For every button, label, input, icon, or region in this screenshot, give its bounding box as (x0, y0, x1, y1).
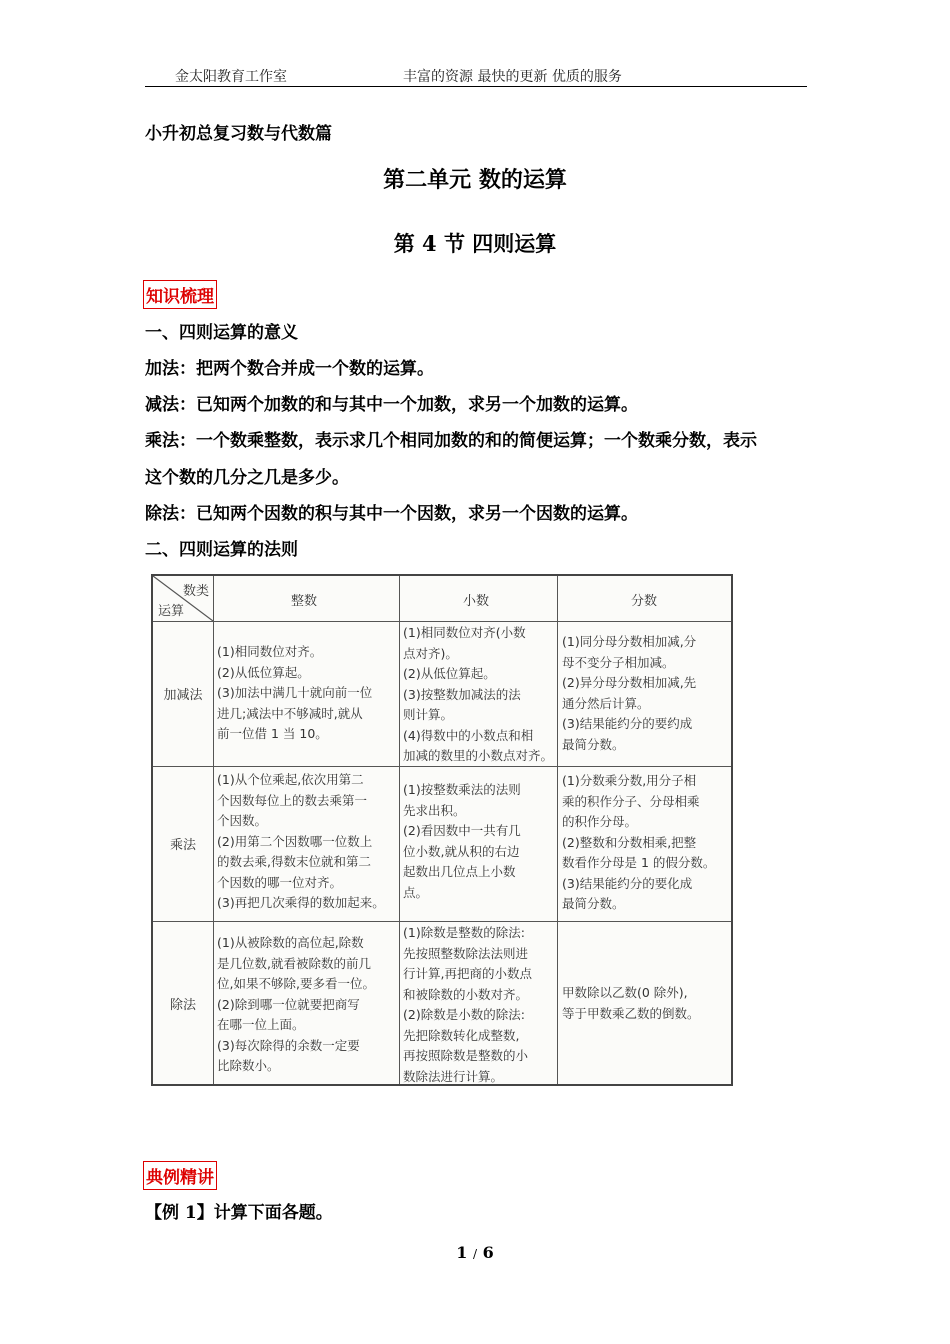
row-label-multiply: 乘法 (169, 838, 196, 853)
subtraction-definition: 减法：已知两个加数的和与其中一个加数，求另一个加数的运算。 (145, 395, 638, 415)
heading-rules: 二、四则运算的法则 (145, 540, 298, 560)
col-header-fraction: 分数 (631, 594, 658, 609)
cell-int-divide: (1)从被除数的高位起,除数 是几位数,就看被除数的前几 位,如果不够除,要多看一位。 (2)除到哪一位就要把商写 在哪一位上面。 (3)每次除得的余数一定要 比除数小。 (217, 935, 375, 1073)
division-definition: 除法：已知两个因数的积与其中一个因数，求另一个因数的运算。 (145, 504, 638, 524)
addition-definition: 加法：把两个数合并成一个数的运算。 (145, 359, 434, 379)
col-divider (557, 576, 558, 1084)
page-total: 6 (482, 1243, 494, 1262)
cell-dec-multiply: (1)按整数乘法的法则 先求出积。 (2)看因数中一共有几 位小数,就从积的右边 起数出几位点上小数 点。 (403, 782, 521, 900)
row-label-divide: 除法 (169, 998, 196, 1013)
col-divider (213, 576, 214, 1084)
page-header (145, 66, 807, 87)
cell-dec-add-sub: (1)相同数位对齐(小数 点对齐)。 (2)从低位算起。 (3)按整数加减法的法 则计算。 (4)得数中的小数点和相 加减的数里的小数点对齐。 (403, 625, 554, 763)
multiplication-definition-1: 乘法：一个数乘整数，表示求几个相同加数的和的简便运算；一个数乘分数，表示 (145, 431, 757, 451)
header-left-text: 金太阳教育工作室 (175, 69, 287, 85)
col-header-decimal: 小数 (463, 594, 490, 609)
page-current: 1 (456, 1243, 468, 1262)
example-tag: 典例精讲 (143, 1161, 217, 1190)
row-divider (153, 921, 731, 922)
row-label-add-sub: 加减法 (163, 688, 203, 703)
page-number (0, 1243, 950, 1262)
heading-meaning: 一、四则运算的意义 (145, 323, 298, 343)
cell-int-add-sub: (1)相同数位对齐。 (2)从低位算起。 (3)加法中满几十就向前一位 进几;减法中不够减时,就从 前一位借 1 当 10。 (217, 644, 373, 741)
corner-bottom-label: 运算 (158, 604, 185, 619)
example-1-heading: 【例 1】计算下面各题。 (145, 1203, 333, 1223)
row-divider (153, 621, 731, 622)
cell-dec-divide: (1)除数是整数的除法: 先按照整数除法法则进 行计算,再把商的小数点 和被除数的小数对齐。 (2)除数是小数的除法: 先把除数转化成整数, 再按照除数是整数的小 数除法进行计算。 (403, 925, 532, 1084)
knowledge-tag: 知识梳理 (143, 280, 217, 309)
unit-title: 第二单元 数的运算 (383, 167, 567, 193)
page-separator: / (472, 1247, 478, 1261)
cell-int-multiply: (1)从个位乘起,依次用第二 个因数每位上的数去乘第一 个因数。 (2)用第二个因数哪一位数上 的数去乘,得数末位就和第二 个因数的哪一位对齐。 (3)再把几次乘得的数加起来。 (217, 772, 385, 910)
col-header-integer: 整数 (291, 594, 318, 609)
cell-frac-multiply: (1)分数乘分数,用分子相 乘的积作分子、分母相乘 的积作分母。 (2)整数和分数相乘,把整 数看作分母是 1 的假分数。 (3)结果能约分的要化成 最简分数。 (562, 773, 716, 911)
doc-subtitle: 小升初总复习数与代数篇 (145, 124, 332, 144)
rules-table (151, 574, 733, 1086)
cell-frac-add-sub: (1)同分母分数相加减,分 母不变分子相加减。 (2)异分母分数相加减,先 通分然后计算。 (3)结果能约分的要约成 最简分数。 (562, 634, 697, 752)
section-title: 第 4 节 四则运算 (393, 231, 557, 256)
multiplication-definition-2: 这个数的几分之几是多少。 (145, 468, 349, 488)
corner-top-label: 数类 (183, 584, 210, 599)
col-divider (399, 576, 400, 1084)
cell-frac-divide: 甲数除以乙数(0 除外), 等于甲数乘乙数的倒数。 (562, 985, 700, 1021)
header-right-text: 丰富的资源 最快的更新 优质的服务 (403, 69, 622, 85)
